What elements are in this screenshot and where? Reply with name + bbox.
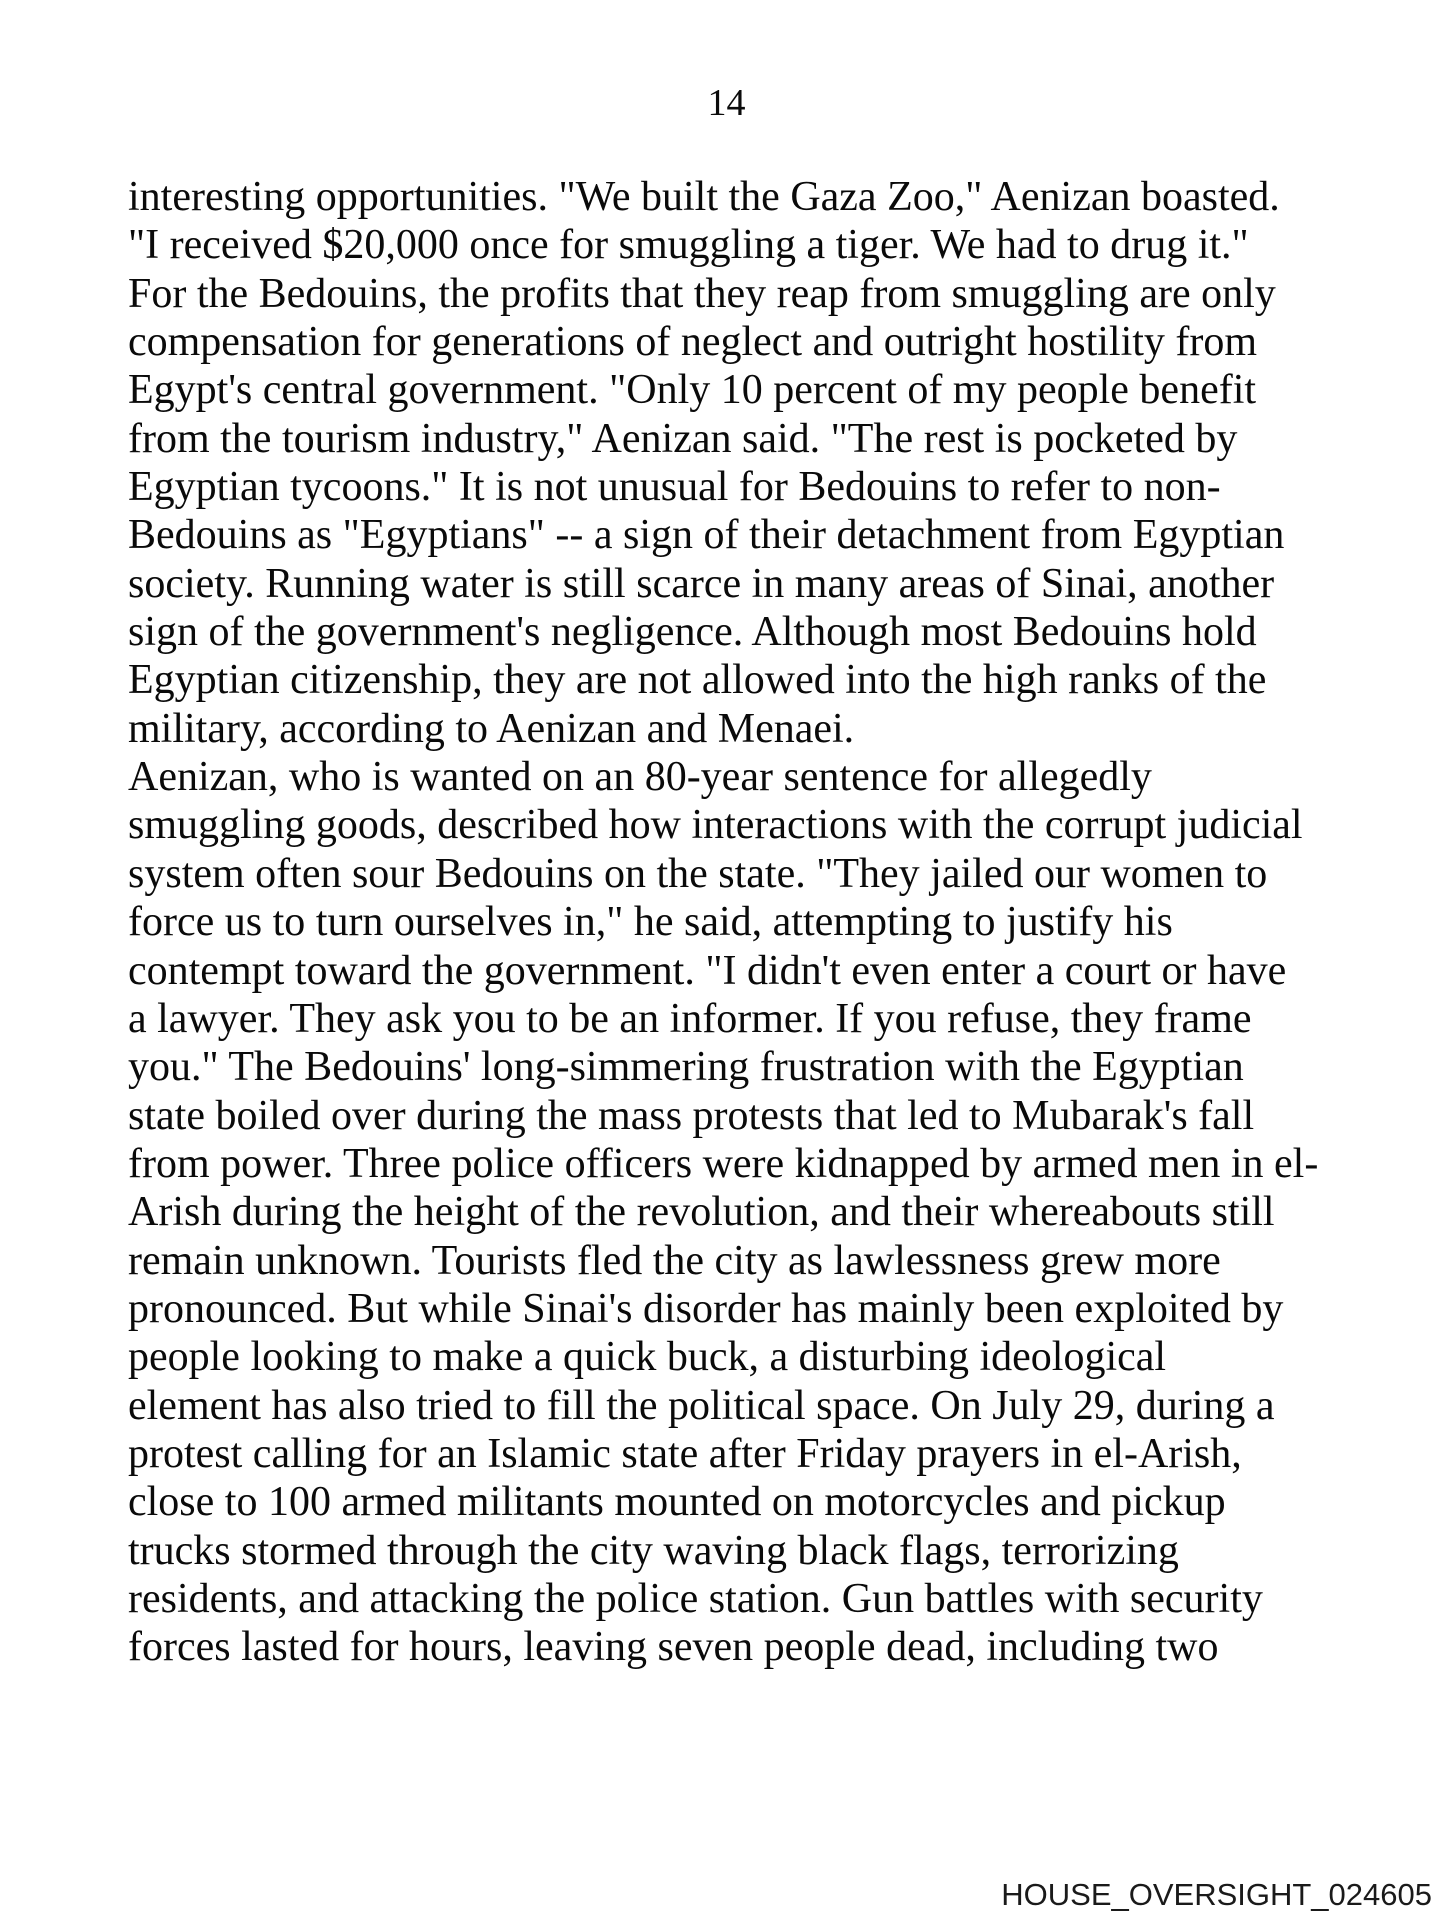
text-line: Egypt's central government. "Only 10 percent of my people benefit <box>128 367 1257 414</box>
text-line: force us to turn ourselves in," he said, attempting to justify his <box>128 899 1173 946</box>
text-line: military, according to Aenizan and Menaei. <box>128 705 855 752</box>
text-line: from the tourism industry," Aenizan said. "The rest is pocketed by <box>128 415 1238 462</box>
text-line: pronounced. But while Sinai's disorder has mainly been exploited by <box>128 1285 1284 1332</box>
text-line: protest calling for an Islamic state after Friday prayers in el-Arish, <box>128 1430 1242 1477</box>
page-number: 14 <box>707 82 746 124</box>
text-line: "I received $20,000 once for smuggling a tiger. We had to drug it." <box>128 222 1249 269</box>
text-line: trucks stormed through the city waving black flags, terrorizing <box>128 1527 1179 1574</box>
text-line: residents, and attacking the police station. Gun battles with security <box>128 1575 1263 1622</box>
text-line: you." The Bedouins' long-simmering frustration with the Egyptian <box>128 1044 1244 1091</box>
body-text <box>128 173 1368 1672</box>
text-line: people looking to make a quick buck, a disturbing ideological <box>128 1334 1167 1381</box>
text-line: element has also tried to fill the political space. On July 29, during a <box>128 1382 1275 1429</box>
text-line: For the Bedouins, the profits that they reap from smuggling are only <box>128 270 1276 317</box>
text-line: a lawyer. They ask you to be an informer. If you refuse, they frame <box>128 995 1252 1042</box>
text-line: close to 100 armed militants mounted on motorcycles and pickup <box>128 1479 1226 1526</box>
text-line: Egyptian tycoons." It is not unusual for Bedouins to refer to non- <box>128 464 1221 511</box>
text-line: remain unknown. Tourists fled the city as lawlessness grew more <box>128 1237 1221 1284</box>
text-line: Arish during the height of the revolution, and their whereabouts still <box>128 1189 1275 1236</box>
text-line: interesting opportunities. "We built the Gaza Zoo," Aenizan boasted. <box>128 174 1280 220</box>
text-line: smuggling goods, described how interactions with the corrupt judicial <box>128 802 1303 849</box>
text-line: forces lasted for hours, leaving seven people dead, including two <box>128 1624 1219 1671</box>
text-line: Aenizan, who is wanted on an 80-year sentence for allegedly <box>128 754 1152 801</box>
text-line: contempt toward the government. "I didn't even enter a court or have <box>128 947 1287 994</box>
text-line: state boiled over during the mass protests that led to Mubarak's fall <box>128 1092 1255 1139</box>
text-line: society. Running water is still scarce in many areas of Sinai, another <box>128 560 1275 607</box>
text-line: Bedouins as "Egyptians" -- a sign of their detachment from Egyptian <box>128 512 1285 559</box>
text-line: sign of the government's negligence. Although most Bedouins hold <box>128 609 1257 656</box>
text-line: compensation for generations of neglect and outright hostility from <box>128 319 1258 366</box>
text-line: from power. Three police officers were kidnapped by armed men in el- <box>128 1140 1319 1187</box>
text-line: system often sour Bedouins on the state. "They jailed our women to <box>128 850 1268 897</box>
bates-number: HOUSE_OVERSIGHT_024605 <box>1001 1877 1432 1912</box>
text-line: Egyptian citizenship, they are not allowed into the high ranks of the <box>128 657 1267 704</box>
